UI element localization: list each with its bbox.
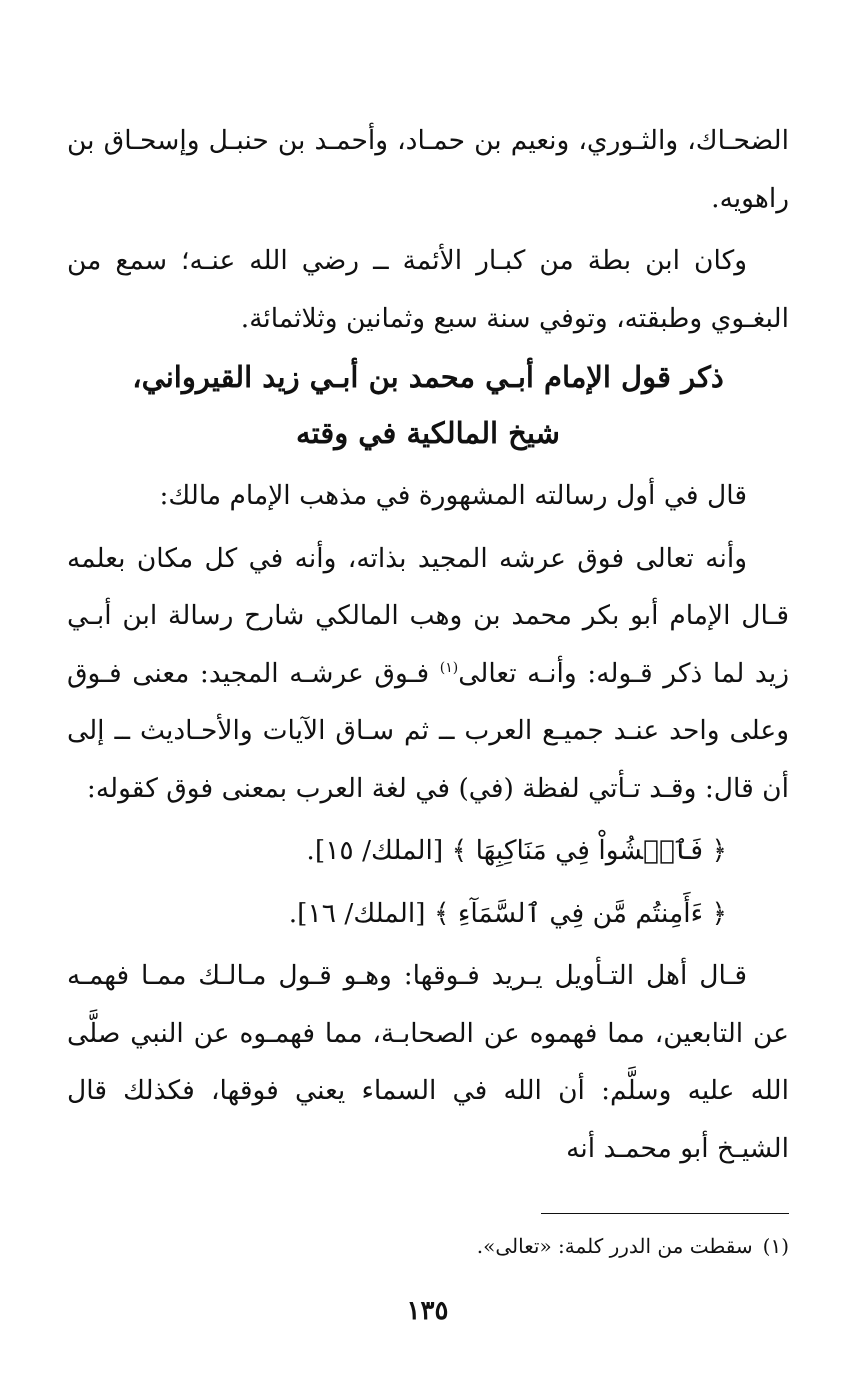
paragraph-tawil: قـال أهل التـأويل يـريد فـوقها: وهـو قـول مـالـك ممـا فهمـه عن التابعين، مما فهموه عن الصحابـة، مما فهمـوه عن النبي صلَّى الله عليه وسلَّم: أن الله في السماء يعني فوقها، فكذلك قال الشيـخ أبو محمـد أنه — [67, 960, 789, 1164]
footnote — [67, 1231, 789, 1261]
creed-text-part-1: وأنه تعالى فوق عرشه المجيد بذاته، وأنه في كل مكان بعلمه قـال الإمام أبو بكر محمد بن وهب المالكي شارح رسالة ابن أبـي زيد لما ذكر قـوله: وأنـه تعالى — [67, 542, 789, 689]
paragraph-continuation: الضحـاك، والثـوري، ونعيم بن حمـاد، وأحمـد بن حنبـل وإسحـاق بن راهويه. — [67, 125, 789, 214]
paragraph-risala-intro: قال في أول رسالته المشهورة في مذهب الإمام مالك: — [159, 480, 747, 511]
quran-verse-2: ﴿ ءَأَمِنتُم مَّن فِي ٱلسَّمَآءِ ﴾ [الملك/ ١٦]. — [288, 897, 727, 929]
body-text — [67, 112, 789, 1177]
footnote-reference: (١) — [439, 659, 459, 676]
paragraph-creed — [67, 530, 789, 818]
quran-verse-1: ﴿ فَٱمۡشُواْ فِي مَنَاكِبِهَا ﴾ [الملك/ ١٥]. — [306, 835, 727, 866]
footnote-number: (١) — [762, 1234, 789, 1258]
page-number: ١٣٥ — [406, 1296, 449, 1326]
footnote-text: سقطت من الدرر كلمة: «تعالى». — [476, 1234, 753, 1258]
heading-line-2: شيخ المالكية في وقته — [296, 416, 560, 450]
section-heading — [67, 349, 789, 461]
creed-text-part-2: فـوق عرشـه المجيد: معنى فـوق وعلى واحد عنـد جميـع العرب ــ ثم سـاق الآيات والأحـاديث ــ إلى أن قال: وقـد تـأتي لفظة (في) في لغة العرب بمعنى فوق كقوله: — [67, 657, 789, 804]
paragraph-ibn-batta: وكان ابن بطة من كبـار الأئمة ــ رضي الله عنـه؛ سمع من البغـوي وطبقته، وتوفي سنة سبع وثمانين وثلاثمائة. — [67, 245, 789, 334]
footnote-divider — [541, 1213, 789, 1214]
heading-line-1: ذكر قول الإمام أبـي محمد بن أبـي زيد القيرواني، — [132, 360, 724, 394]
